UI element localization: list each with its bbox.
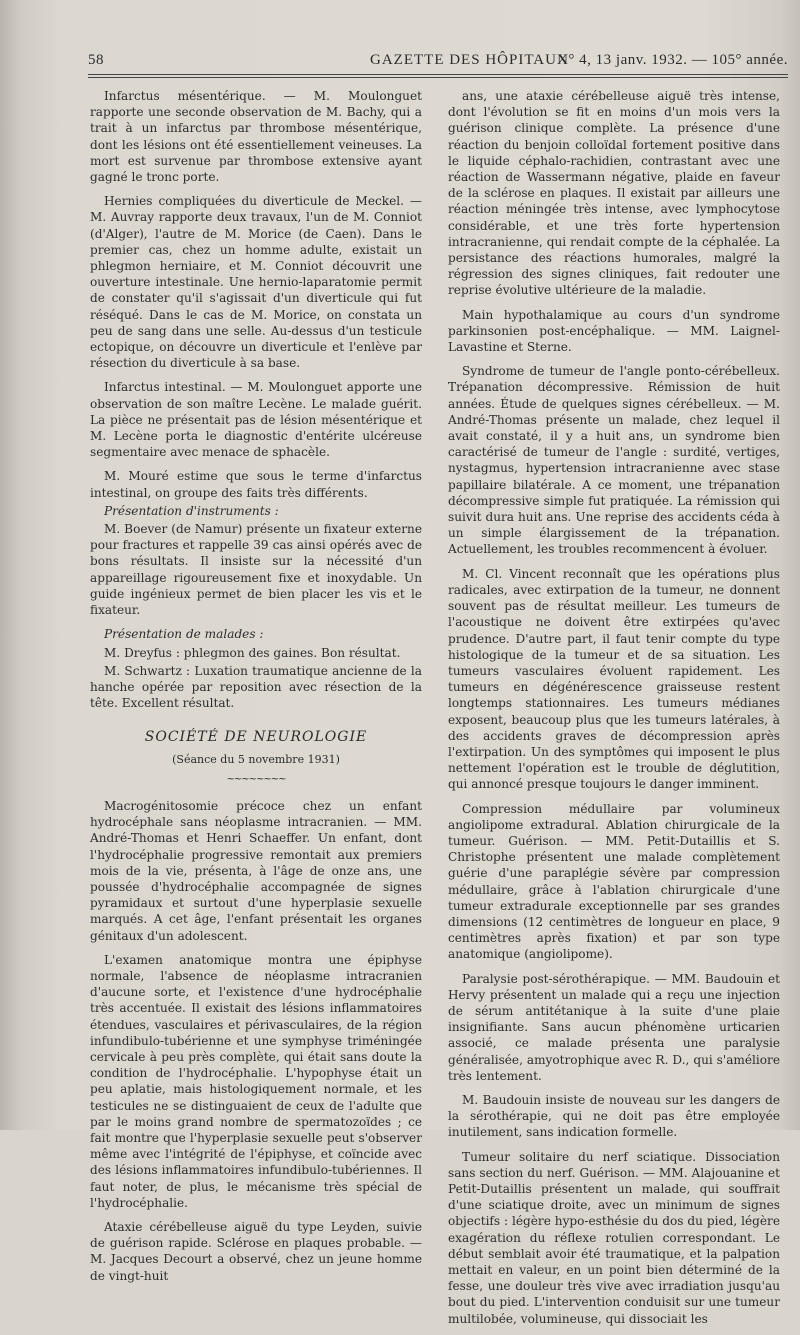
- paragraph: Paralysie post-sérothérapique. — MM. Baudouin et Hervy présentent un malade qui a reçu une injection de sérum antitétanique à la suite d'une plaie insignifiante. Sans aucun phénomène urticarien associé, ce malade présenta une paralysie généralisée, amyotrophique avec R. D., qui s'améliore très lentement.: [448, 971, 780, 1083]
- section-label: Présentation d'instruments :: [104, 503, 279, 518]
- paragraph: Compression médullaire par volumineux angiolipome extradural. Ablation chirurgicale de la tumeur. Guérison. — MM. Petit-Dutaillis et S. Christophe présentent une malade complètement guérie d'une paraplégie sévère par compression médullaire, grâce à l'ablation chirurgicale d'une tumeur extradurale exceptionnelle par ses grandes dimensions (12 centimètres de longueur en place, 9 centimètres après fixation) et par son type anatomique (angiolipome).: [448, 801, 780, 962]
- page-header: [88, 46, 788, 72]
- left-column: [90, 88, 422, 1292]
- journal-title: GAZETTE DES HÔPITAUX: [370, 52, 569, 68]
- session-date: (Séance du 5 novembre 1931): [172, 752, 340, 766]
- section-label: Présentation de malades :: [104, 627, 264, 642]
- paragraph: Infarctus intestinal. — M. Moulonguet apporte une observation de son maître Lecène. Le malade guérit. La pièce ne présentait pas de lésion mésentérique et M. Lecène porta le diagnostic d'entérite ulcéreuse segmentaire avec menace de sphacèle.: [90, 380, 422, 460]
- header-rule-double: [88, 77, 788, 78]
- paragraph: M. Dreyfus : phlegmon des gaines. Bon résultat.: [104, 645, 401, 660]
- paragraph: Tumeur solitaire du nerf sciatique. Dissociation sans section du nerf. Guérison. — MM. Alajouanine et Petit-Dutaillis présentent un malade, qui souffrait d'une sciatique droite, avec un minimum de signes objectifs : légère hypo-esthésie du dos du pied, légère exagération du réflexe rotulien correspondant. Le début semblait avoir été traumatique, et la palpation mettait en valeur, en un point bien déterminé de la fesse, une douleur très vive avec irradiation jusqu'au bout du pied. L'intervention conduisit sur une tumeur multilobée, volumineuse, qui dissociait les: [448, 1149, 780, 1326]
- right-column: [448, 88, 780, 1335]
- paragraph: M. Cl. Vincent reconnaît que les opérations plus radicales, avec extirpation de la tumeur, ne donnent souvent pas de résultat meilleur. Les tumeurs de l'acoustique ne doivent être extirpées qu'avec prudence. D'autre part, il faut tenir compte du type histologique de la tumeur et de sa situation. Les tumeurs vasculaires évoluent rapidement. Les tumeurs en dégénérescence graisseuse restent longtemps stationnaires. Les tumeurs médianes exposent, beaucoup plus que les tumeurs latérales, à des accidents graves de décompression après l'extirpation. Un des symptômes qui imposent le plus nettement l'opération est le trouble de déglutition, qui annoncé presque toujours le danger imminent.: [448, 566, 780, 792]
- paragraph: M. Baudouin insiste de nouveau sur les dangers de la sérothérapie, qui ne doit pas être employée inutilement, sans indication formelle.: [448, 1092, 780, 1140]
- paragraph: ans, une ataxie cérébelleuse aiguë très intense, dont l'évolution se fit en moins d'un mois vers la guérison clinique complète. La présence d'une réaction du benjoin colloïdal fortement positive dans le liquide céphalo-rachidien, contrastant avec une réaction de Wassermann négative, plaide en faveur de la sclérose en plaques. Il existait par ailleurs une réaction méningée très intense, avec lymphocytose considérable, et une très forte hypertension intracranienne, qui rendait compte de la céphalée. La persistance des réactions humorales, malgré la régression des signes cliniques, fait redouter une reprise évolutive ultérieure de la maladie.: [448, 89, 780, 298]
- paragraph: Main hypothalamique au cours d'un syndrome parkinsonien post-encéphalique. — MM. Laignel-Lavastine et Sterne.: [448, 307, 780, 355]
- ornament-divider: ~~~~~~~~: [226, 773, 286, 785]
- paragraph: L'examen anatomique montra une épiphyse normale, l'absence de néoplasme intracranien d'aucune sorte, et l'existence d'une hydrocéphalie très accentuée. Il existait des lésions inflammatoires étendues, vasculaires et périvasculaires, de la région infundibulo-tubérienne et une symphyse triméningée cervicale à peu près complète, qui était sans doute la condition de l'hydrocéphalie. L'hypophyse était un peu aplatie, mais histologiquement normale, et les testicules ne se distinguaient de ceux de l'adulte que par le moins grand nombre de spermatozoïdes ; ce fait montre que l'hyperplasie sexuelle peut s'observer même avec l'intégrité de l'épiphyse, et coïncide avec des lésions inflammatoires infundibulo-tubériennes. Il faut noter, de plus, le mécanisme très spécial de l'hydrocéphalie.: [90, 952, 422, 1210]
- paragraph: Hernies compliquées du diverticule de Meckel. — M. Auvray rapporte deux travaux, l'un de M. Conniot (d'Alger), l'autre de M. Morice (de Caen). Dans le premier cas, chez un homme adulte, existait un phlegmon herniaire, et M. Conniot découvrit une ouverture intestinale. Une hernio-laparatomie permit de constater qu'il s'agissait d'un diverticule qui fut réséqué. Dans le cas de M. Morice, on constata un peu de sang dans une selle. Au-dessus d'un testicule ectopique, on découvre un diverticule et l'enlève par résection du diverticule à sa base.: [90, 194, 422, 371]
- issue-info: N° 4, 13 janv. 1932. — 105° année.: [557, 52, 788, 68]
- paragraph: Macrogénitosomie précoce chez un enfant hydrocéphale sans néoplasme intracranien. — MM. André-Thomas et Henri Schaeffer. Un enfant, dont l'hydrocéphalie progressive remontait aux premiers mois de la vie, présenta, à l'âge de onze ans, une poussée d'hydrocéphalie accompagnée de signes pyramidaux et surtout d'une hyperplasie sexuelle marqués. A cet âge, l'enfant présentait les organes génitaux d'un adolescent.: [90, 798, 422, 943]
- page-number: 58: [88, 52, 104, 68]
- paragraph: M. Mouré estime que sous le terme d'infarctus intestinal, on groupe des faits très différents.: [90, 469, 422, 500]
- paragraph: M. Schwartz : Luxation traumatique ancienne de la hanche opérée par reposition avec résection de la tête. Excellent résultat.: [90, 663, 422, 711]
- paragraph: Ataxie cérébelleuse aiguë du type Leyden, suivie de guérison rapide. Sclérose en plaques probable. — M. Jacques Decourt a observé, chez un jeune homme de vingt-huit: [90, 1220, 422, 1283]
- header-rule: [88, 74, 788, 75]
- society-heading: SOCIÉTÉ DE NEUROLOGIE: [144, 729, 368, 746]
- paragraph: M. Boever (de Namur) présente un fixateur externe pour fractures et rappelle 39 cas ainsi opérés avec de bons résultats. Il insiste sur la nécessité d'un appareillage rigoureusement fixe et inoxydable. Un guide ingénieux permet de bien placer les vis et le fixateur.: [90, 522, 422, 618]
- paragraph: Syndrome de tumeur de l'angle ponto-cérébelleux. Trépanation décompressive. Rémission de huit années. Étude de quelques signes cérébelleux. — M. André-Thomas présente un malade, chez lequel il avait constaté, il y a huit ans, un syndrome bien caractérisé de tumeur de l'angle : surdité, vertiges, nystagmus, hypertension intracranienne avec stase papillaire bilatérale. A ce moment, une trépanation décompressive simple fut pratiquée. La rémission qui suivit dura huit ans. Une reprise des accidents céda à un simple élargissement de la trépanation. Actuellement, les troubles recommencent à évoluer.: [448, 364, 780, 557]
- paragraph: Infarctus mésentérique. — M. Moulonguet rapporte une seconde observation de M. Bachy, qui a trait à un infarctus par thrombose mésentérique, dont les lésions ont été essentiellement veineuses. La mort est survenue par thrombose extensive ayant gagné le tronc porte.: [90, 89, 422, 185]
